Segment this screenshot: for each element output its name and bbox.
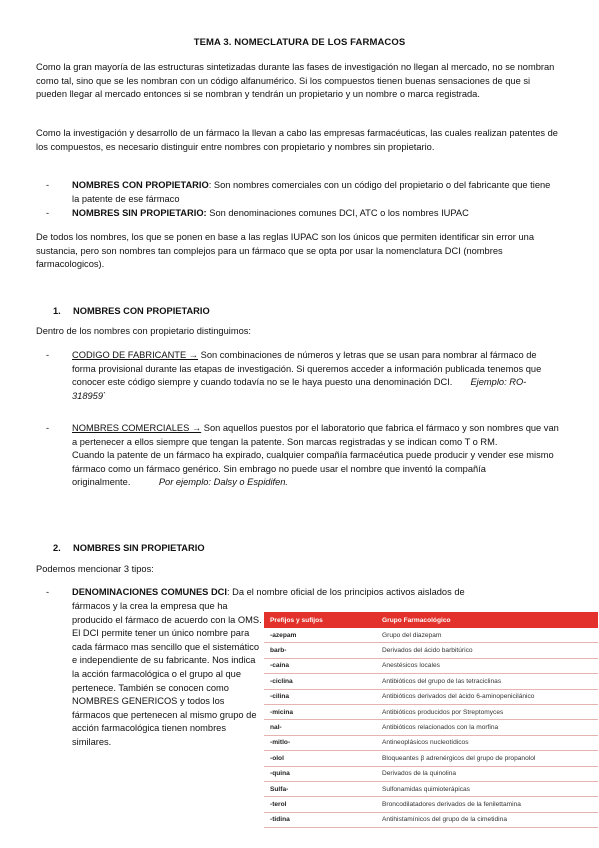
table-cell-affix: -cilina: [264, 689, 376, 704]
table-cell-group: Sulfonamidas quimioterápicas: [376, 781, 598, 796]
bullet-dash: -: [46, 423, 50, 433]
bullet-dash: -: [46, 180, 50, 190]
intro-paragraph-1: Como la gran mayoría de las estructuras sintetizadas durante las fases de investigación no llegan al mercado, no se nombran como tal, sino que se les nombran con un código alfanumérico. Si los compuestos tienen buenas sensaciones de que si pueden llegar al mercado entonces si se nombran y tendrán un propietario y un nombre o marca registrada.: [36, 62, 555, 100]
section-title: NOMBRES CON PROPIETARIO: [73, 306, 210, 316]
table-row: [264, 720, 598, 735]
item-text: Son combinaciones de números y letras que se usan para nombrar al fármaco de forma provisional durante las etapas de investigación. Si queremos acceder a información publicada tenemos que conocer este código siempre y cuando todavía no se le haya puesto una denominación DCI.: [72, 350, 542, 388]
item-example: Por ejemplo: Dalsy o Espidifen.: [158, 477, 289, 488]
item-text: : Da el nombre oficial de los principios activos aislados de: [226, 587, 465, 597]
table-row: [264, 689, 598, 704]
table-cell-affix: -mitlo-: [264, 735, 376, 750]
table-row: [264, 781, 598, 796]
table-cell-affix: -micina: [264, 704, 376, 719]
bullet-dash: -: [46, 587, 50, 597]
table-cell-group: Derivados de la quinolina: [376, 766, 598, 781]
item-label: NOMBRES COMERCIALES →: [72, 423, 202, 433]
table-cell-group: Antineoplásicos nucleotídicos: [376, 735, 598, 750]
table-cell-affix: Sulfa-: [264, 781, 376, 796]
bullet-text: : Son nombres comerciales con un código del propietario o del fabricante que tiene la patente de ese fármaco: [72, 180, 551, 204]
table-cell-group: Antihistamínicos del grupo de la cimetidina: [376, 812, 598, 827]
table-header-grupo: Grupo Farmacológico: [376, 612, 598, 628]
section-2-lead: Podemos mencionar 3 tipos:: [36, 564, 154, 574]
table-cell-affix: -tidina: [264, 812, 376, 827]
item-label: DENOMINACIONES COMUNES DCI: [72, 587, 227, 597]
table-cell-group: Antibióticos derivados del ácido 6-aminopenicilánico: [376, 689, 598, 704]
table-cell-affix: nal-: [264, 720, 376, 735]
section-1-lead: Dentro de los nombres con propietario distinguimos:: [36, 326, 251, 336]
table-cell-affix: -terol: [264, 797, 376, 812]
intro-paragraph-2: Como la investigación y desarrollo de un fármaco la llevan a cabo las empresas farmacéuticas, las cuales realizan patentes de los compuestos, es necesario distinguir entre nombres con propietario y nombres sin propietario.: [36, 128, 558, 152]
table-cell-group: Antibióticos del grupo de las tetraciclinas: [376, 674, 598, 689]
section-number: 1.: [53, 306, 61, 316]
table-cell-group: Antibióticos relacionados con la morfina: [376, 720, 598, 735]
section-number: 2.: [53, 543, 61, 553]
table-cell-affix: -ciclina: [264, 674, 376, 689]
table-row: [264, 658, 598, 673]
bullet-dash: -: [46, 208, 50, 218]
table-body: [264, 628, 598, 828]
table-cell-group: Grupo del diazepam: [376, 628, 598, 643]
iupac-paragraph: De todos los nombres, los que se ponen en base a las reglas IUPAC son los únicos que permiten identificar sin error una sustancia, pero son nombres tan complejos para un fármaco que se opta por usar la nomenclatura DCI (nombres farmacologicos).: [36, 232, 535, 270]
item-text: Son aquellos puestos por el laboratorio que fabrica el fármaco y son nombres que van a pertenecer a ellos siempre que tengan la patente. Son marcas registradas y se indican como T o RM.: [72, 423, 559, 447]
dci-description: [72, 600, 262, 750]
table-row: [264, 751, 598, 766]
table-row: [264, 628, 598, 643]
table-cell-affix: -caína: [264, 658, 376, 673]
table-cell-group: Derivados del ácido barbitúrico: [376, 643, 598, 658]
item-label: CODIGO DE FABRICANTE →: [72, 350, 199, 360]
bullet-text: Son denominaciones comunes DCI, ATC o los nombres IUPAC: [206, 208, 469, 218]
dci-text-2: El DCI permite tener un único nombre para cada fármaco mas sencillo que el sistemático e independiente de su fabricante. Nos indica la acción farmacológica o el grupo al que pertenece. También se conocen como NOMBRES GENERICOS y todos los fármacos que pertenecen al mismo grupo de acción farmacológica tienen nombres similares.: [72, 628, 260, 747]
table-row: [264, 735, 598, 750]
item-example: Ejemplo: RO-318959`: [72, 377, 527, 401]
table-header-row: [264, 612, 598, 628]
table-cell-group: Anestésicos locales: [376, 658, 598, 673]
table-cell-affix: -quina: [264, 766, 376, 781]
table-row: [264, 797, 598, 812]
item-dci: [36, 586, 562, 600]
table-row: [264, 643, 598, 658]
table-cell-affix: -azepam: [264, 628, 376, 643]
table-cell-affix: barb-: [264, 643, 376, 658]
section-title: NOMBRES SIN PROPIETARIO: [73, 543, 205, 553]
bullet-sin-propietario: [36, 207, 562, 221]
page-title: TEMA 3. NOMECLATURA DE LOS FARMACOS: [193, 37, 406, 48]
item-text-2: Cuando la patente de un fármaco ha expirado, cualquier compañía farmacéutica puede producir y vender ese mismo fármaco como un fármaco genérico. Sin embrago no puede usar el nombre que inventó la compañía originalmente.: [72, 450, 554, 488]
section-1-heading: [53, 306, 210, 316]
table-header-prefijos: Prefijos y sufijos: [264, 612, 376, 628]
bullet-dash: -: [46, 350, 50, 360]
bullet-con-propietario: [36, 179, 562, 207]
item-codigo-fabricante: [36, 349, 562, 409]
table-row: [264, 812, 598, 827]
prefix-suffix-table: [264, 612, 598, 828]
table-cell-affix: -olol: [264, 751, 376, 766]
table-row: [264, 674, 598, 689]
table-cell-group: Bloqueantes β adrenérgicos del grupo de propanolol: [376, 751, 598, 766]
table-cell-group: Antibióticos producidos por Streptomyces: [376, 704, 598, 719]
dci-text-1: fármacos y la crea la empresa que ha producido el fármaco de acuerdo con la OMS.: [72, 601, 262, 625]
item-nombres-comerciales: [36, 422, 562, 512]
table-cell-group: Broncodilatadores derivados de la fenilettamina: [376, 797, 598, 812]
table-row: [264, 704, 598, 719]
section-2-heading: [53, 543, 205, 553]
table-row: [264, 766, 598, 781]
bullet-label: NOMBRES SIN PROPIETARIO:: [72, 208, 207, 218]
bullet-label: NOMBRES CON PROPIETARIO: [72, 180, 209, 190]
